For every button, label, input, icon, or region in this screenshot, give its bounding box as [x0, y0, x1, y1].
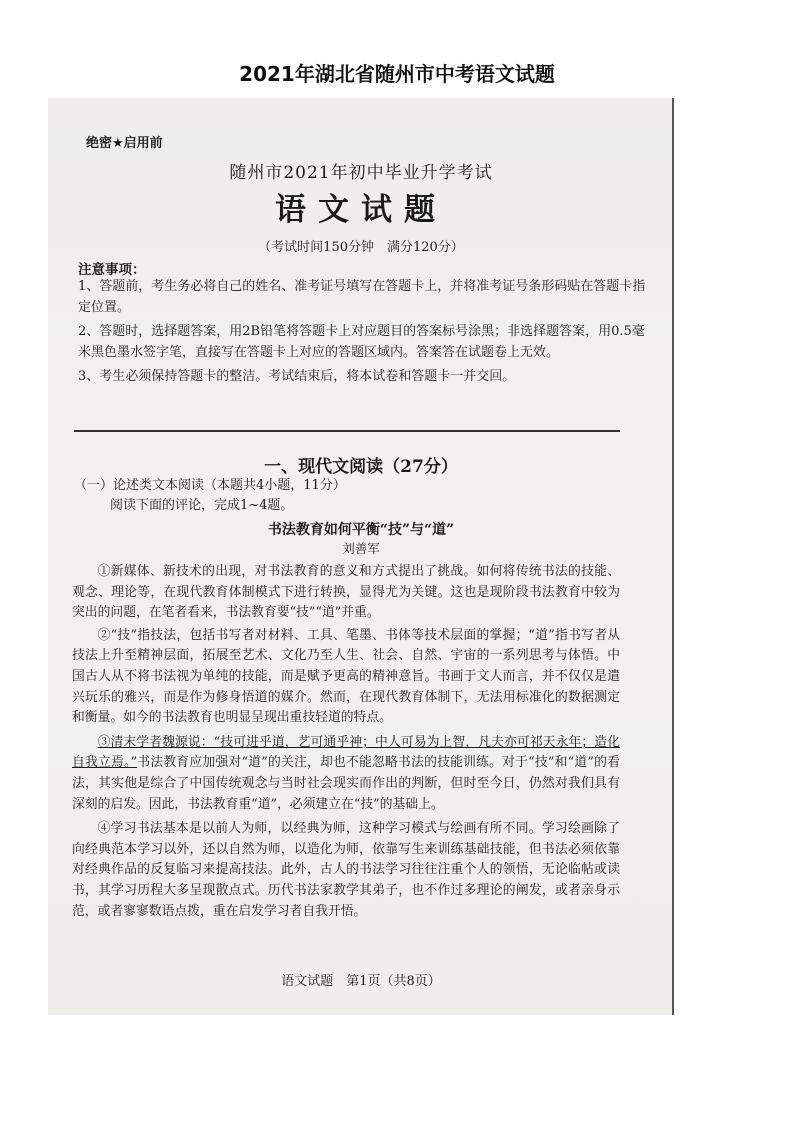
scanned-page	[48, 98, 674, 1015]
notice-list	[78, 276, 648, 390]
article-paragraph: ④学习书法基本是以前人为师，以经典为师，这种学习模式与绘画有所不同。学习绘画除了向经典范本学习以外，还以自然为师，以造化为师，依靠写生来训练基础技能，但书法必须依靠对经典作品的反复临习来提高技法。此外，古人的书法学习往往注重个人的领悟，无论临帖或读书，其学习历程大多呈现散点式。历代书法家教学其弟子，也不作过多理论的阐发，或者亲身示范，或者寥寥数语点拨，重在启发学习者自我开悟。	[72, 821, 620, 919]
article-paragraph: ①新媒体、新技术的出现，对书法教育的意义和方式提出了挑战。如何将传统书法的技能、观念、理论等，在现代教育体制模式下进行转换，显得尤为关键。这也是现阶段书法教育中较为突出的问题，在笔者看来，书法教育要“技”“道”并重。	[72, 564, 620, 621]
notice-heading: 注意事项：	[78, 262, 146, 278]
exam-name: 随州市2021年初中毕业升学考试	[229, 163, 493, 183]
article-author: 刘善军	[342, 541, 380, 556]
subject-title: 语文试题	[275, 192, 447, 228]
time-info: （考试时间150分钟 满分120分）	[258, 240, 464, 255]
section-heading: 一、现代文阅读（27分）	[264, 457, 458, 477]
confidential-label: 绝密★启用前	[86, 136, 163, 151]
article-paragraph	[72, 733, 620, 815]
article-body	[72, 562, 620, 926]
paragraph-text: 书法教育应加强对“道”的关注，却也不能忽略书法的技能训练。对于“技”和“道”的看法，其实他是综合了中国传统观念与当时社会现实而作出的判断，但时至今日，仍然对我们具有深刻的启发。因此，书法教育重“道”，必须建立在“技”的基础上。	[72, 755, 620, 812]
document-title: 2021年湖北省随州市中考语文试题	[239, 62, 555, 86]
part-heading: （一）论述类文本阅读（本题共4小题，11分）	[74, 478, 346, 493]
article-title: 书法教育如何平衡“技”与“道”	[267, 522, 455, 538]
page-footer: 语文试题 第1页（共8页）	[281, 974, 441, 989]
divider-line	[74, 430, 620, 432]
underlined-quote: ③清末学者魏源说：“技可进乎道，艺可通乎神；中人可易为上智，凡夫亦可祁天永年；造化自我立焉。”	[72, 734, 620, 771]
notice-item: 2、答题时，选择题答案，用2B铅笔将答题卡上对应题目的答案标号涂黑；非选择题答案，用0.5毫米黑色墨水签字笔，直接写在答题卡上对应的答题区域内。答案答在试题卷上无效。	[78, 324, 645, 360]
notice-item: 3、考生必须保持答题卡的整洁。考试结束后，将本试卷和答题卡一并交回。	[78, 369, 516, 384]
article-paragraph: ②“技”指技法，包括书写者对材料、工具、笔墨、书体等技术层面的掌握；“道”指书写者从技法上升至精神层面，拓展至艺术、文化乃至人生、社会、自然、宇宙的一系列思考与体悟。中国古人从不将书法视为单纯的技能，而是赋予更高的精神意旨。书画于文人而言，并不仅仅是遣兴玩乐的雅兴，而是作为修身悟道的媒介。然而，在现代教育体制下，无法用标准化的数据测定和衡量。如今的书法教育也明显呈现出重技轻道的特点。	[72, 627, 620, 726]
part-instruction: 阅读下面的评论，完成1~4题。	[110, 498, 294, 513]
notice-item: 1、答题前，考生务必将自己的姓名、准考证号填写在答题卡上，并将准考证号条形码贴在答题卡指定位置。	[78, 279, 646, 315]
